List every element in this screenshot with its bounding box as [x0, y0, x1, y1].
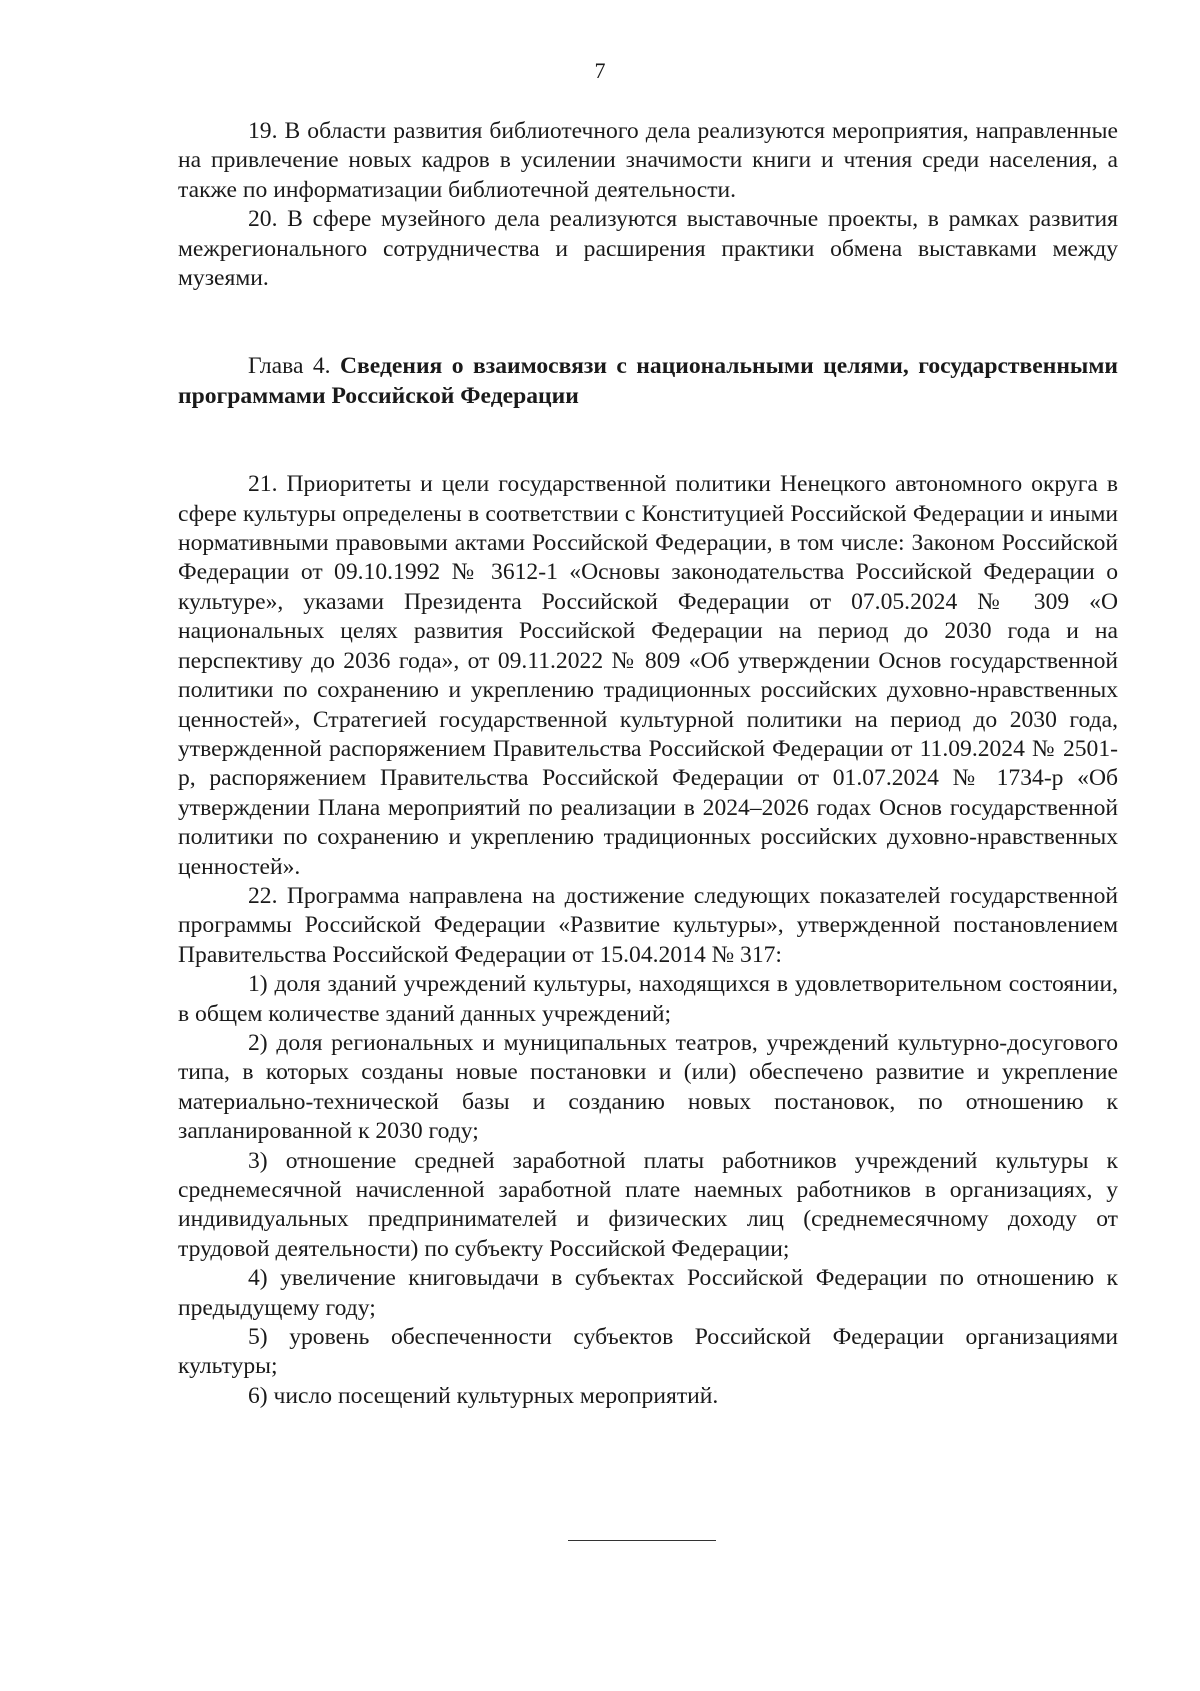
- list-item-6: 6) число посещений культурных мероприятий.: [248, 1382, 719, 1409]
- paragraph-22: 22. Программа направлена на достижение следующих показателей государственной программы Российской Федерации «Развитие культуры», утвержденной постановлением Правительства Российской Федерации от 15.04.2014 № 317:: [178, 882, 1118, 968]
- list-item-3: 3) отношение средней заработной платы работников учреждений культуры к среднемесячной начисленной заработной плате наемных работников в организациях, у индивидуальных предпринимателей и физических лиц (среднемесячному доходу от трудовой деятельности) по субъекту Российской Федерации;: [178, 1147, 1118, 1262]
- spacer: [178, 293, 1118, 352]
- footer-rule: [568, 1540, 716, 1541]
- spacer: [178, 411, 1118, 470]
- paragraph-19: 19. В области развития библиотечного дела реализуются мероприятия, направленные на привлечение новых кадров в усилении значимости книги и чтения среди населения, а также по информатизации библиотечной деятельности.: [178, 118, 1118, 203]
- chapter-prefix: Глава 4.: [248, 353, 341, 380]
- document-body: [178, 117, 1118, 1411]
- page-number: 7: [594, 58, 606, 83]
- list-item-5: 5) уровень обеспеченности субъектов Российской Федерации организациями культуры;: [178, 1324, 1118, 1380]
- paragraph-21: 21. Приоритеты и цели государственной политики Ненецкого автономного округа в сфере культуры определены в соответствии с Конституцией Российской Федерации и иными нормативными правовыми актами Российской Федерации, в том числе: Законом Российской Федерации от 09.10.1992 № 3612-1 «Основы законодательства Российской Федерации о культуре», указами Президента Российской Федерации от 07.05.2024 № 309 «О национальных целях развития Российской Федерации на период до 2030 года и на перспективу до 2036 года», от 09.11.2022 № 809 «Об утверждении Основ государственной политики по сохранению и укреплению традиционных российских духовно-нравственных ценностей», Стратегией государственной культурной политики на период до 2030 года, утвержденной распоряжением Правительства Российской Федерации от 11.09.2024 № 2501-р, распоряжением Правительства Российской Федерации от 01.07.2024 № 1734-р «Об утверждении Плана мероприятий по реализации в 2024–2026 годах Основ государственной политики по сохранению и укреплению традиционных российских духовно-нравственных ценностей».: [178, 471, 1118, 880]
- list-item-2: 2) доля региональных и муниципальных театров, учреждений культурно-досугового типа, в которых созданы новые постановки и (или) обеспечено развитие и укрепление материально-технической базы и созданию новых постановок, по отношению к запланированной к 2030 году;: [178, 1029, 1118, 1145]
- paragraph-20: 20. В сфере музейного дела реализуются выставочные проекты, в рамках развития межрегионального сотрудничества и расширения практики обмена выставками между музеями.: [178, 206, 1118, 292]
- list-item-1: 1) доля зданий учреждений культуры, находящихся в удовлетворительном состоянии, в общем количестве зданий данных учреждений;: [178, 971, 1118, 1027]
- chapter-title: Сведения о взаимосвязи с национальными целями, государственными программами Российской Федерации: [178, 353, 1119, 409]
- chapter-heading: [178, 352, 1118, 411]
- list-item-4: 4) увеличение книговыдачи в субъектах Российской Федерации по отношению к предыдущему году;: [178, 1265, 1118, 1321]
